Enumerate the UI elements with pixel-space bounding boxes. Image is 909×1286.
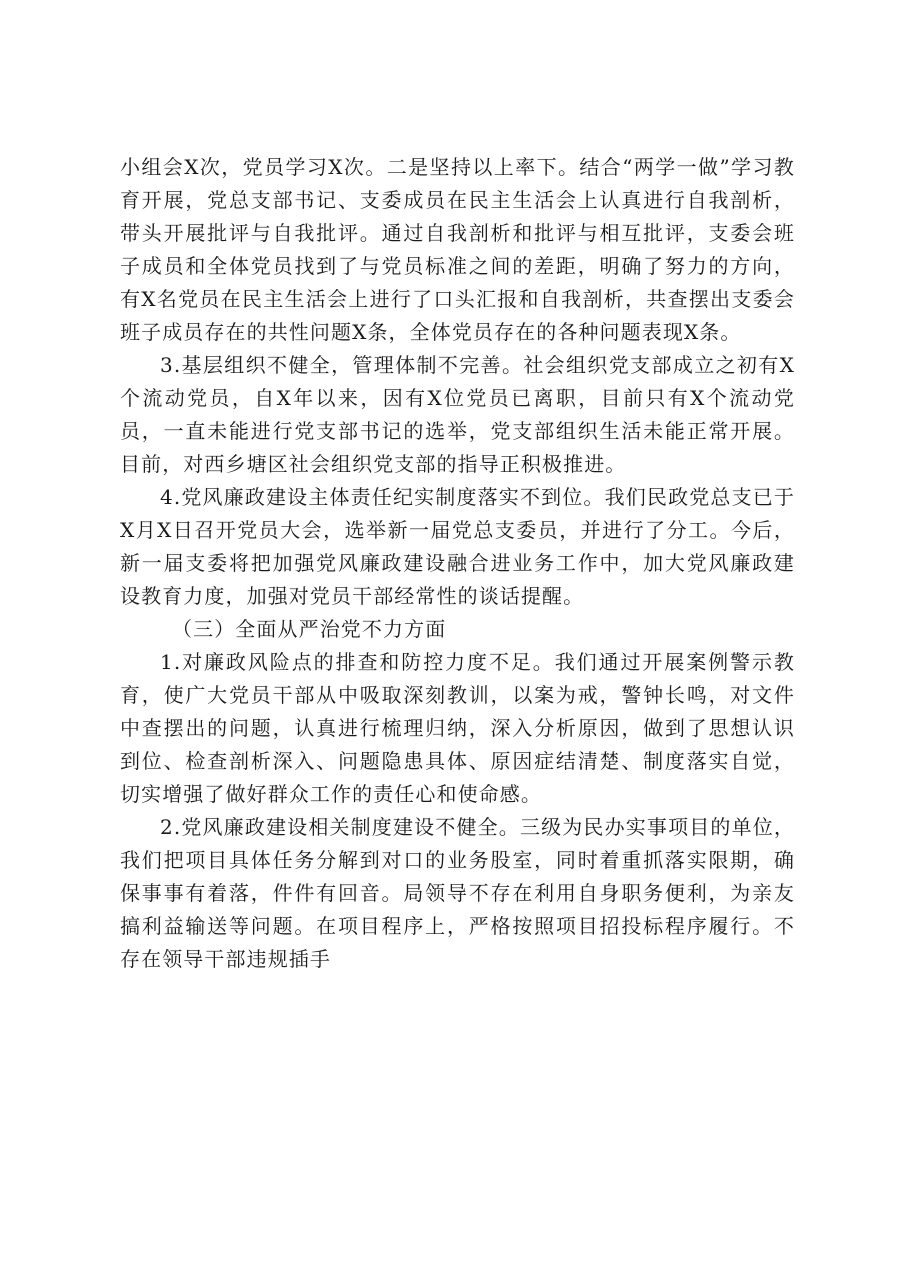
section-heading: （三）全面从严治党不力方面: [172, 617, 447, 641]
paragraph-item-3: 3.基层组织不健全，管理体制不完善。社会组织党支部成立之初有X个流动党员，自X年以来，因有X位党员已离职，目前只有X个流动党员，一直未能进行党支部书记的选举，党支部组织生活未能正常开展。目前，对西乡塘区社会组织党支部的指导正积极推进。: [120, 353, 795, 476]
paragraph-continuation: 小组会X次，党员学习X次。二是坚持以上率下。结合“两学一做”学习教育开展，党总支部书记、支委成员在民主生活会上认真进行自我剖析，带头开展批评与自我批评。通过自我剖析和批评与相互批评，支委会班子成员和全体党员找到了与党员标准之间的差距，明确了努力的方向，有X名党员在民主生活会上进行了口头汇报和自我剖析，共查摆出支委会班子成员存在的共性问题X条，全体党员存在的各种问题表现X条。: [120, 155, 795, 344]
paragraph-section3-item-2: 2.党风廉政建设相关制度建设不健全。三级为民办实事项目的单位，我们把项目具体任务分解到对口的业务股室，同时着重抓落实限期，确保事事有着落，件件有回音。局领导不存在利用自身职务便利，为亲友搞利益输送等问题。在项目程序上，严格按照项目招投标程序履行。不存在领导干部违规插手: [120, 815, 795, 971]
document-body: [120, 151, 795, 976]
paragraph-section3-item-1: 1.对廉政风险点的排查和防控力度不足。我们通过开展案例警示教育，使广大党员干部从中吸取深刻教训，以案为戒，警钟长鸣，对文件中查摆出的问题，认真进行梳理归纳，深入分析原因，做到了思想认识到位、检查剖析深入、问题隐患具体、原因症结清楚、制度落实自觉，切实增强了做好群众工作的责任心和使命感。: [120, 650, 795, 806]
paragraph-item-4: 4.党风廉政建设主体责任纪实制度落实不到位。我们民政党总支已于X月X日召开党员大会，选举新一届党总支委员，并进行了分工。今后，新一届支委将把加强党风廉政建设融合进业务工作中，加大党风廉政建设教育力度，加强对党员干部经常性的谈话提醒。: [120, 485, 795, 608]
